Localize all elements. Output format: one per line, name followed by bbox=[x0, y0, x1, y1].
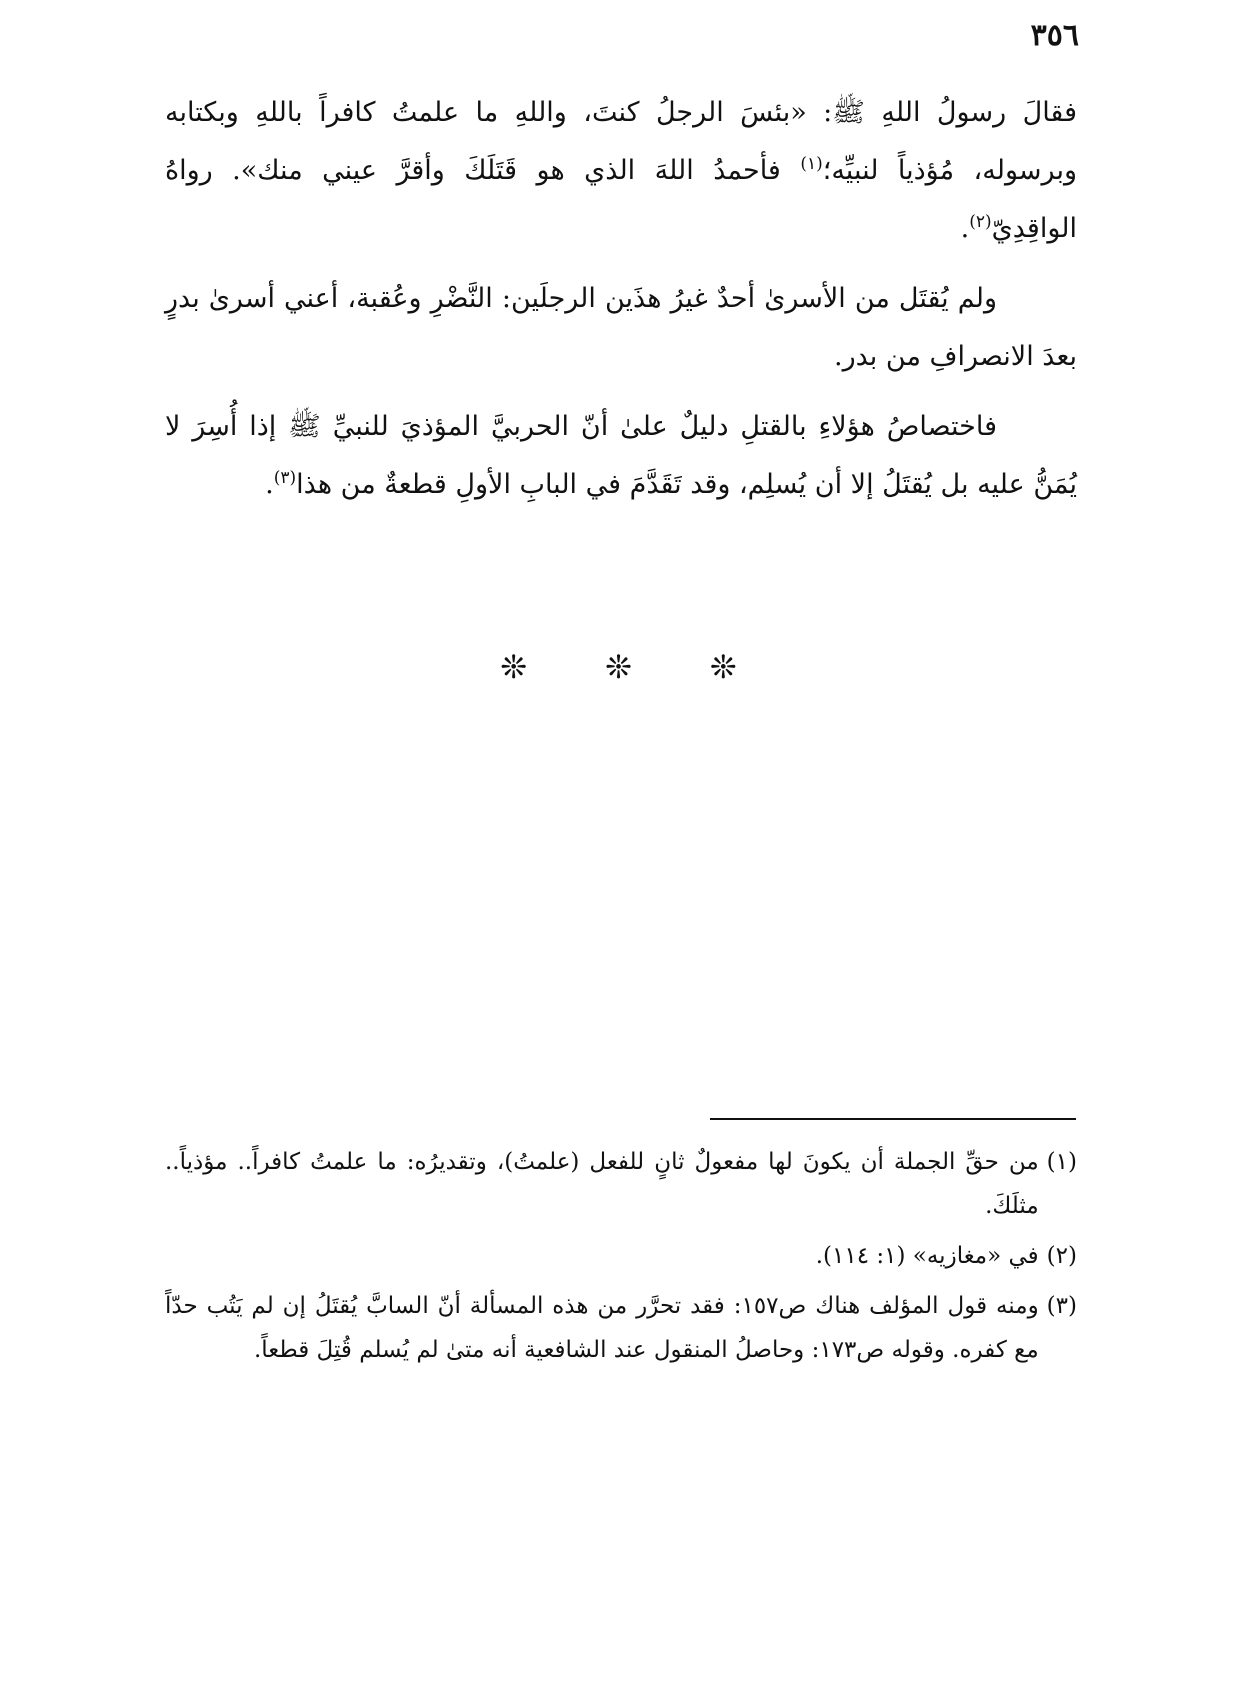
paragraph-3-end: . bbox=[265, 469, 274, 500]
paragraph-2 bbox=[165, 270, 1077, 386]
page-number: ٣٥٦ bbox=[1030, 18, 1079, 53]
footnote-ref-2[interactable]: (٢) bbox=[969, 212, 992, 232]
footnote-1 bbox=[165, 1140, 1077, 1228]
paragraph-3 bbox=[165, 398, 1077, 514]
footnote-marker: (٢) bbox=[1046, 1243, 1077, 1269]
footnote-separator bbox=[710, 1118, 1076, 1120]
main-text bbox=[165, 84, 1077, 526]
footnote-text: من حقِّ الجملة أن يكونَ لها مفعولٌ ثانٍ للفعل (علمتُ)، وتقديرُه: ما علمتُ كافراً.. مؤذياً.. مثلَكَ. bbox=[165, 1149, 1039, 1219]
footnote-ref-3[interactable]: (٣) bbox=[273, 468, 297, 488]
asterism-icon: ❊ bbox=[709, 648, 737, 686]
footnote-ref-1[interactable]: (١) bbox=[800, 154, 823, 174]
footnote-text: ومنه قول المؤلف هناك ص١٥٧: فقد تحرَّر من هذه المسألة أنّ السابَّ يُقتَلُ إن لم يَتُب حدّاً مع كفره. وقوله ص١٧٣: وحاصلُ المنقول عند الشافعية أنه متىٰ لم يُسلم قُتِلَ قطعاً. bbox=[165, 1293, 1039, 1363]
paragraph-1-text-cont: فأحمدُ اللهَ الذي هو قَتَلَكَ وأقرَّ عيني منك». رواهُ الواقِدِيّ bbox=[165, 155, 1077, 244]
paragraph-2-text: ولم يُقتَل من الأسرىٰ أحدٌ غيرُ هذَين الرجلَين: النَّضْرِ وعُقبة، أعني أسرىٰ بدرٍ بعدَ الانصرافِ من بدر. bbox=[165, 283, 1077, 372]
paragraph-1-text: فقالَ رسولُ اللهِ ﷺ: «بئسَ الرجلُ كنتَ، واللهِ ما علمتُ كافراً باللهِ وبكتابه وبرسوله، مُؤذياً لنبيِّه؛ bbox=[165, 97, 1077, 186]
section-divider-ornament bbox=[0, 648, 1237, 686]
footnote-2 bbox=[165, 1234, 1077, 1278]
footnote-marker: (١) bbox=[1046, 1149, 1077, 1175]
footnote-marker: (٣) bbox=[1046, 1293, 1077, 1319]
paragraph-1 bbox=[165, 84, 1077, 258]
footnotes bbox=[165, 1140, 1077, 1378]
footnote-text: في «مغازيه» (١: ١١٤). bbox=[815, 1243, 1039, 1269]
footnote-3 bbox=[165, 1284, 1077, 1372]
asterism-icon: ❊ bbox=[605, 648, 632, 686]
paragraph-3-text: فاختصاصُ هؤلاءِ بالقتلِ دليلٌ علىٰ أنّ الحربيَّ المؤذيَ للنبيِّ ﷺ إذا أُسِرَ لا يُمَنُّ عليه بل يُقتَلُ إلا أن يُسلِم، وقد تَقَدَّمَ في البابِ الأولِ قطعةٌ من هذا bbox=[165, 411, 1077, 500]
asterism-icon: ❊ bbox=[500, 648, 528, 686]
paragraph-1-end: . bbox=[960, 213, 970, 244]
